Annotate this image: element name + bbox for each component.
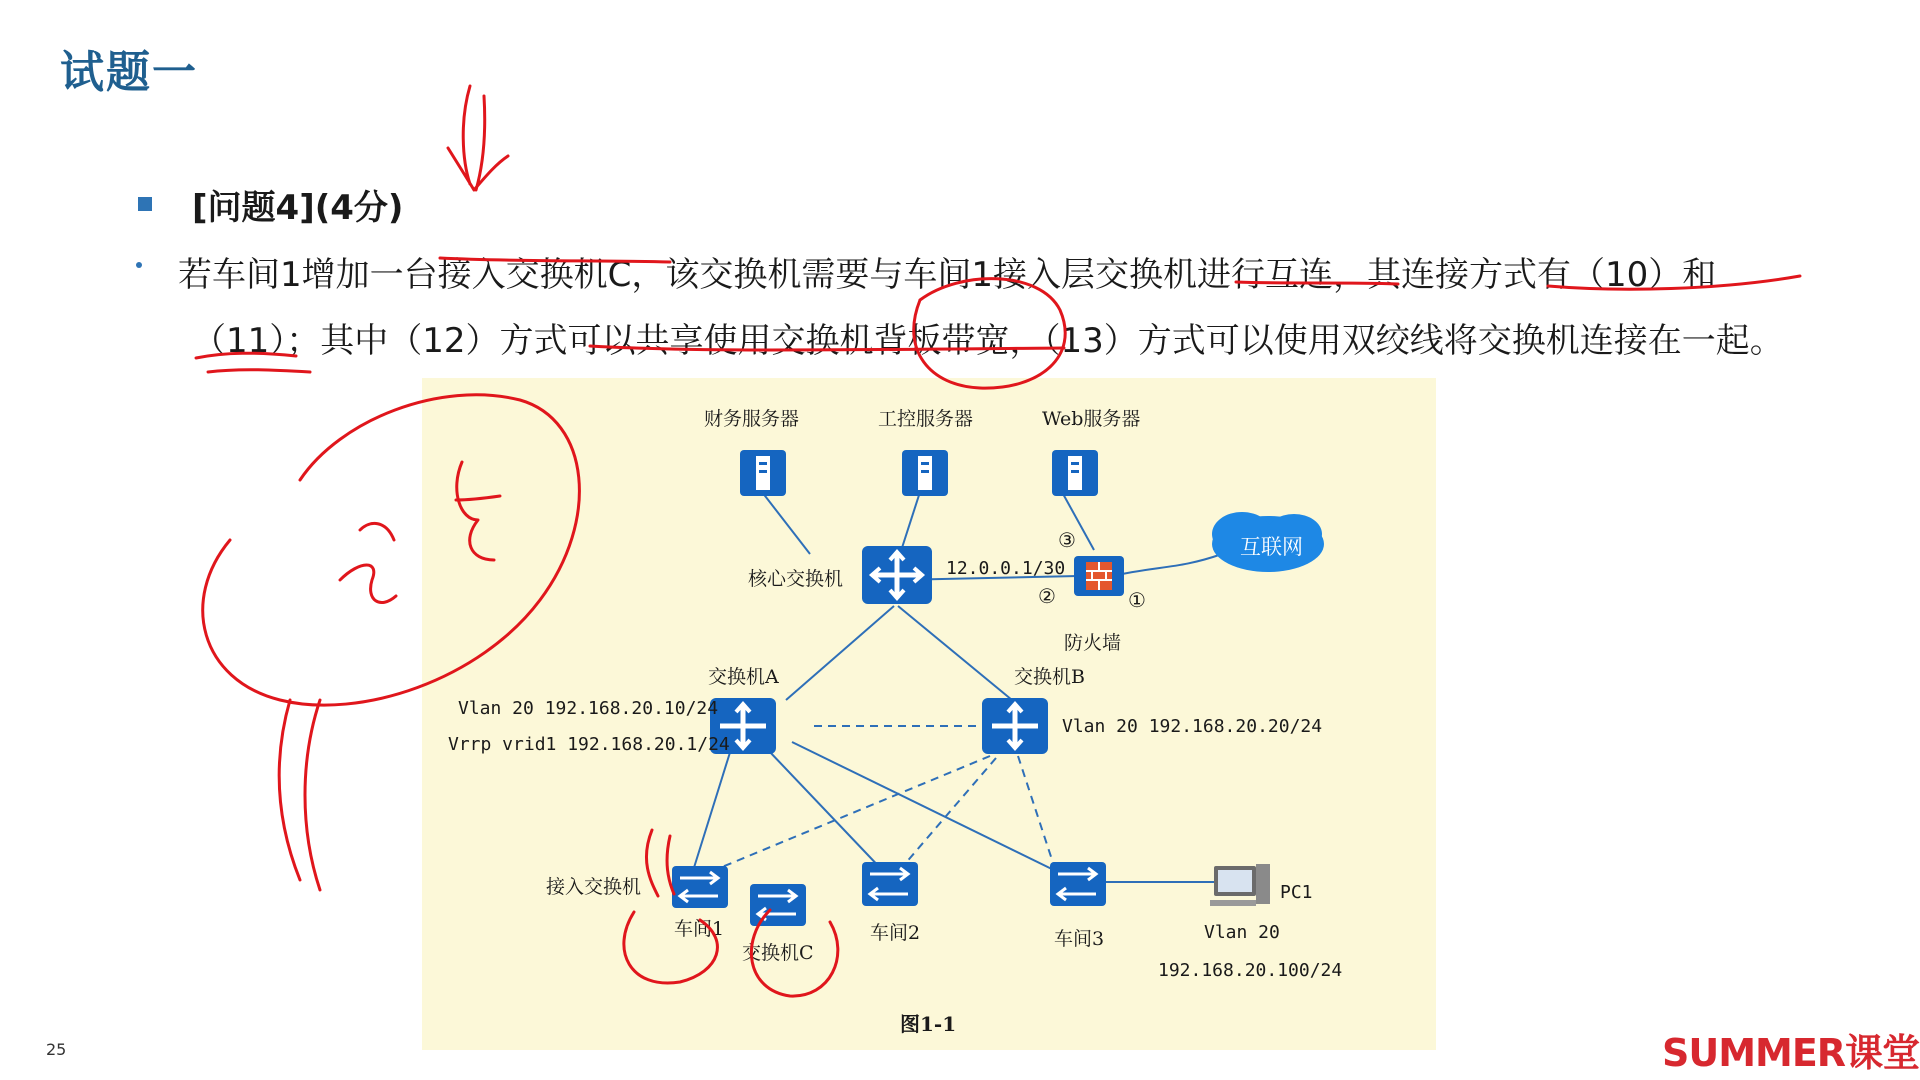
switch-b-icon <box>982 698 1048 754</box>
firewall-icon <box>1074 556 1124 596</box>
paragraph-line-1: 若车间1增加一台接入交换机C，该交换机需要与车间1接入层交换机进行互连，其连接方式有（10）和 <box>178 255 1717 295</box>
ink-down-arrow <box>448 86 508 190</box>
link-a-workshop1 <box>692 746 732 874</box>
label-firewall: 防火墙 <box>1064 632 1122 654</box>
label-switch-c: 交换机C <box>742 942 814 964</box>
network-diagram <box>422 378 1436 1050</box>
core-switch-icon <box>862 546 932 604</box>
server-industrial-icon <box>902 450 948 496</box>
access-switch-workshop1-icon <box>672 866 728 908</box>
link-a-workshop3 <box>792 742 1062 874</box>
link-core-switch-b <box>898 606 1012 700</box>
label-switch-b: 交换机B <box>1014 666 1085 688</box>
link-a-workshop2 <box>768 750 886 874</box>
label-industrial-server: 工控服务器 <box>878 408 974 430</box>
marker-1: ① <box>1128 588 1146 612</box>
dot-bullet-icon <box>136 262 142 268</box>
label-pc-ip: 192.168.20.100/24 <box>1158 960 1343 981</box>
label-web-server: Web服务器 <box>1042 408 1141 430</box>
label-switch-a-vlan: Vlan 20 192.168.20.10/24 <box>458 698 719 719</box>
question-paragraph <box>178 242 1898 374</box>
switch-c-icon <box>750 884 806 926</box>
access-switch-workshop2-icon <box>862 862 918 906</box>
label-access-switch: 接入交换机 <box>546 876 642 898</box>
access-switch-workshop3-icon <box>1050 862 1106 906</box>
square-bullet-icon <box>138 197 152 211</box>
label-core-switch: 核心交换机 <box>748 568 844 590</box>
label-pc-vlan: Vlan 20 <box>1204 922 1280 943</box>
paragraph-line-2: （11）；其中（12）方式可以共享使用交换机背板带宽，（13）方式可以使用双绞线将交换机连接在一起。 <box>192 321 1784 361</box>
link-core-switch-a <box>786 606 894 700</box>
server-web-icon <box>1052 450 1098 496</box>
label-link-ip: 12.0.0.1/30 <box>946 558 1066 579</box>
label-pc1: PC1 <box>1280 882 1313 903</box>
label-workshop3: 车间3 <box>1054 928 1105 950</box>
page-number: 25 <box>46 1040 67 1059</box>
link-finance-core <box>762 492 810 554</box>
question-label: [问题4](4分) <box>192 188 404 228</box>
label-internet: 互联网 <box>1240 535 1303 559</box>
ink-stem <box>279 700 320 890</box>
server-finance-icon <box>740 450 786 496</box>
label-workshop1: 车间1 <box>674 918 725 940</box>
slide-title: 试题一 <box>60 47 198 98</box>
label-workshop2: 车间2 <box>870 922 921 944</box>
link-industrial-core <box>900 492 920 554</box>
link-b-workshop2 <box>898 758 996 872</box>
figure-caption: 图1-1 <box>900 1012 957 1036</box>
link-firewall-internet <box>1122 554 1222 574</box>
pc1-icon <box>1210 864 1270 906</box>
ink-scribble-2 <box>340 523 396 602</box>
label-finance-server: 财务服务器 <box>704 408 800 430</box>
brand-logo: SUMMER课堂 <box>1662 1031 1920 1075</box>
label-switch-a-vrrp: Vrrp vrid1 192.168.20.1/24 <box>448 734 730 755</box>
label-switch-a: 交换机A <box>708 666 779 688</box>
marker-2: ② <box>1038 584 1056 608</box>
marker-3: ③ <box>1058 528 1076 552</box>
label-switch-b-vlan: Vlan 20 192.168.20.20/24 <box>1062 716 1323 737</box>
